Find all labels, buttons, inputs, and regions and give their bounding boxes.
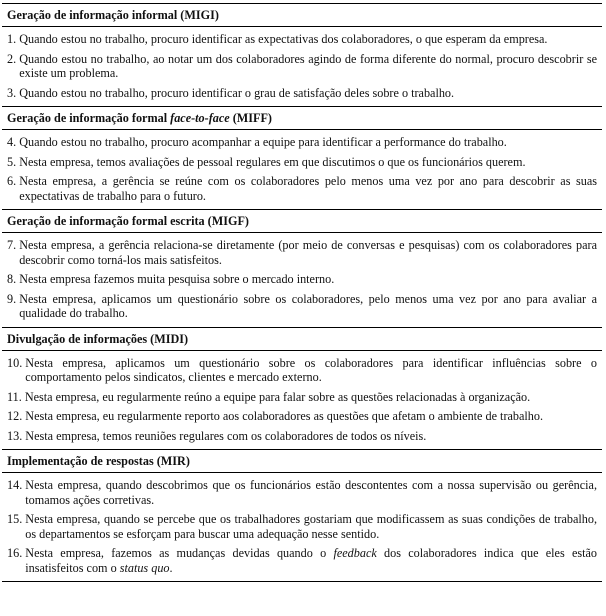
list-item: 5. Nesta empresa, temos avaliações de pessoal regulares em que discutimos o que os funcionários querem. <box>7 154 526 169</box>
list-item: 14. Nesta empresa, quando descobrimos que os funcionários estão descontentes com a nossa supervisão ou gerência, tomamos ações corretivas. <box>7 478 597 507</box>
list-item: 13. Nesta empresa, temos reuniões regulares com os colaboradores de todos os níveis. <box>7 428 427 443</box>
section-mir <box>2 449 602 582</box>
section-heading: Implementação de respostas (MIR) <box>2 450 602 473</box>
list-item: 3. Quando estou no trabalho, procuro identificar o grau de satisfação deles sobre o trabalho. <box>7 85 455 100</box>
list-item: 9. Nesta empresa, aplicamos um questionário sobre os colaboradores, pelo menos uma vez por ano para avaliar a qualidade do trabalho. <box>7 291 597 320</box>
section-heading: Geração de informação informal (MIGI) <box>2 4 602 27</box>
section-heading: Geração de informação formal face-to-face (MIFF) <box>2 107 602 130</box>
list-item: 11. Nesta empresa, eu regularmente reúno a equipe para falar sobre as questões relacionadas à organização. <box>7 389 531 404</box>
list-item: 10. Nesta empresa, aplicamos um questionário sobre os colaboradores para identificar influências sobre o comportamento pelos sindicatos, clientes e mercado externo. <box>7 355 597 384</box>
section-heading: Divulgação de informações (MIDI) <box>2 328 602 351</box>
section-migf <box>2 209 602 327</box>
list-item: 4. Quando estou no trabalho, procuro acompanhar a equipe para identificar a performance do trabalho. <box>7 135 507 149</box>
section-miff <box>2 106 602 209</box>
questionnaire-table <box>2 3 602 582</box>
list-item: 2. Quando estou no trabalho, ao notar um dos colaboradores agindo de forma diferente do normal, procuro descobrir se existe um problema. <box>7 51 597 80</box>
list-item: 16. Nesta empresa, fazemos as mudanças devidas quando o feedback dos colaboradores indica que eles estão insatisfeitos com o status quo. <box>7 546 597 575</box>
list-item: 12. Nesta empresa, eu regularmente reporto aos colaboradores as questões que afetam o ambiente de trabalho. <box>7 409 544 423</box>
section-migi <box>2 3 602 106</box>
section-heading: Geração de informação formal escrita (MIGF) <box>2 210 602 233</box>
list-item: 15. Nesta empresa, quando se percebe que os trabalhadores gostariam que modificassem as suas condições de trabalho, os departamentos se esforçam para buscar uma adequação nesse sentido. <box>7 512 597 541</box>
section-midi <box>2 327 602 450</box>
list-item: 1. Quando estou no trabalho, procuro identificar as expectativas dos colaboradores, o que esperam da empresa. <box>7 32 548 46</box>
list-item: 7. Nesta empresa, a gerência relaciona-se diretamente (por meio de conversas e pesquisas) com os colaboradores para descobrir como torná-los mais satisfeitos. <box>7 238 597 267</box>
list-item: 6. Nesta empresa, a gerência se reúne com os colaboradores pelo menos uma vez por ano para descobrir as suas expectativas de trabalho para o futuro. <box>7 174 597 203</box>
list-item: 8. Nesta empresa fazemos muita pesquisa sobre o mercado interno. <box>7 272 335 286</box>
